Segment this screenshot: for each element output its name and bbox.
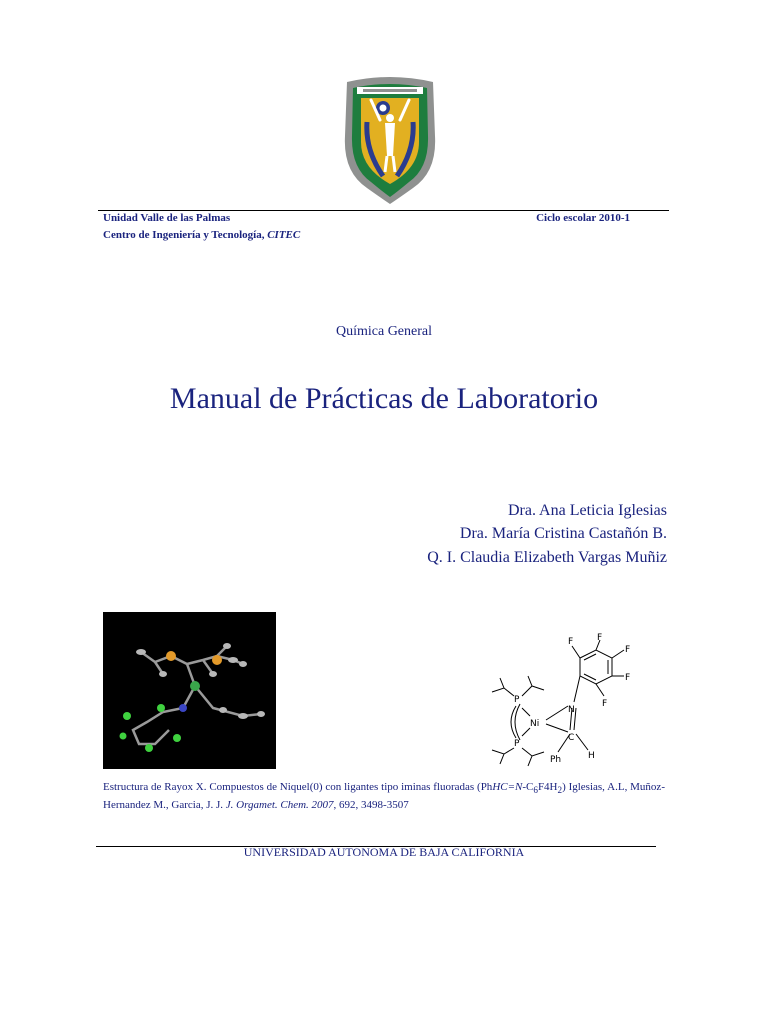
- unit-name: Unidad Valle de las Palmas: [103, 212, 231, 224]
- fluorine-label: F: [625, 673, 631, 683]
- fluorine-label: F: [625, 645, 631, 655]
- caption-text: -C: [522, 781, 534, 793]
- chemical-structure-diagram: [480, 632, 650, 772]
- document-title: Manual de Prácticas de Laboratorio: [169, 382, 599, 415]
- figure-caption: [103, 780, 665, 813]
- hydrogen-label: H: [588, 751, 595, 761]
- school-name-text: Centro de Ingeniería y Tecnología,: [103, 229, 268, 241]
- caption-subscript: 2: [557, 785, 563, 796]
- caption-formula: HC=N: [492, 781, 523, 793]
- phosphorus-label: P: [514, 695, 520, 705]
- caption-text: ) Iglesias, A.L, Muñoz-Hernandez M., Garcia, J. J.: [103, 781, 665, 812]
- footer-university: UNIVERSIDAD AUTONOMA DE BAJA CALIFORNIA: [243, 845, 525, 859]
- subject-name: Química General: [335, 324, 432, 339]
- school-name: [103, 229, 300, 241]
- caption-journal: J. Orgamet. Chem. 2007: [225, 799, 334, 812]
- caption-text: F4H: [537, 781, 558, 793]
- carbon-label: C: [568, 733, 575, 743]
- fluorine-label: F: [602, 699, 608, 709]
- header-rule: [98, 210, 669, 211]
- author-3: Q. I. Claudia Elizabeth Vargas Muñiz: [427, 549, 667, 566]
- nickel-label: Ni: [530, 719, 540, 729]
- fluorine-label: F: [597, 633, 603, 643]
- school-abbr: CITEC: [267, 229, 301, 241]
- author-1: Dra. Ana Leticia Iglesias: [507, 502, 667, 519]
- caption-subscript: 6: [533, 785, 538, 796]
- phosphorus-label: P: [514, 739, 520, 749]
- xray-structure-image: [103, 612, 276, 769]
- nitrogen-label: N: [568, 705, 575, 715]
- caption-text: , 692, 3498-3507: [333, 799, 409, 812]
- university-shield-logo: [343, 76, 437, 206]
- author-2: Dra. María Cristina Castañón B.: [459, 525, 667, 542]
- phenyl-label: Ph: [550, 755, 562, 765]
- fluorine-label: F: [568, 637, 574, 647]
- caption-text: Estructura de Rayox X. Compuestos de Niquel(0) con ligantes tipo iminas fluoradas (Ph: [103, 781, 493, 793]
- school-cycle: Ciclo escolar 2010-1: [536, 212, 630, 224]
